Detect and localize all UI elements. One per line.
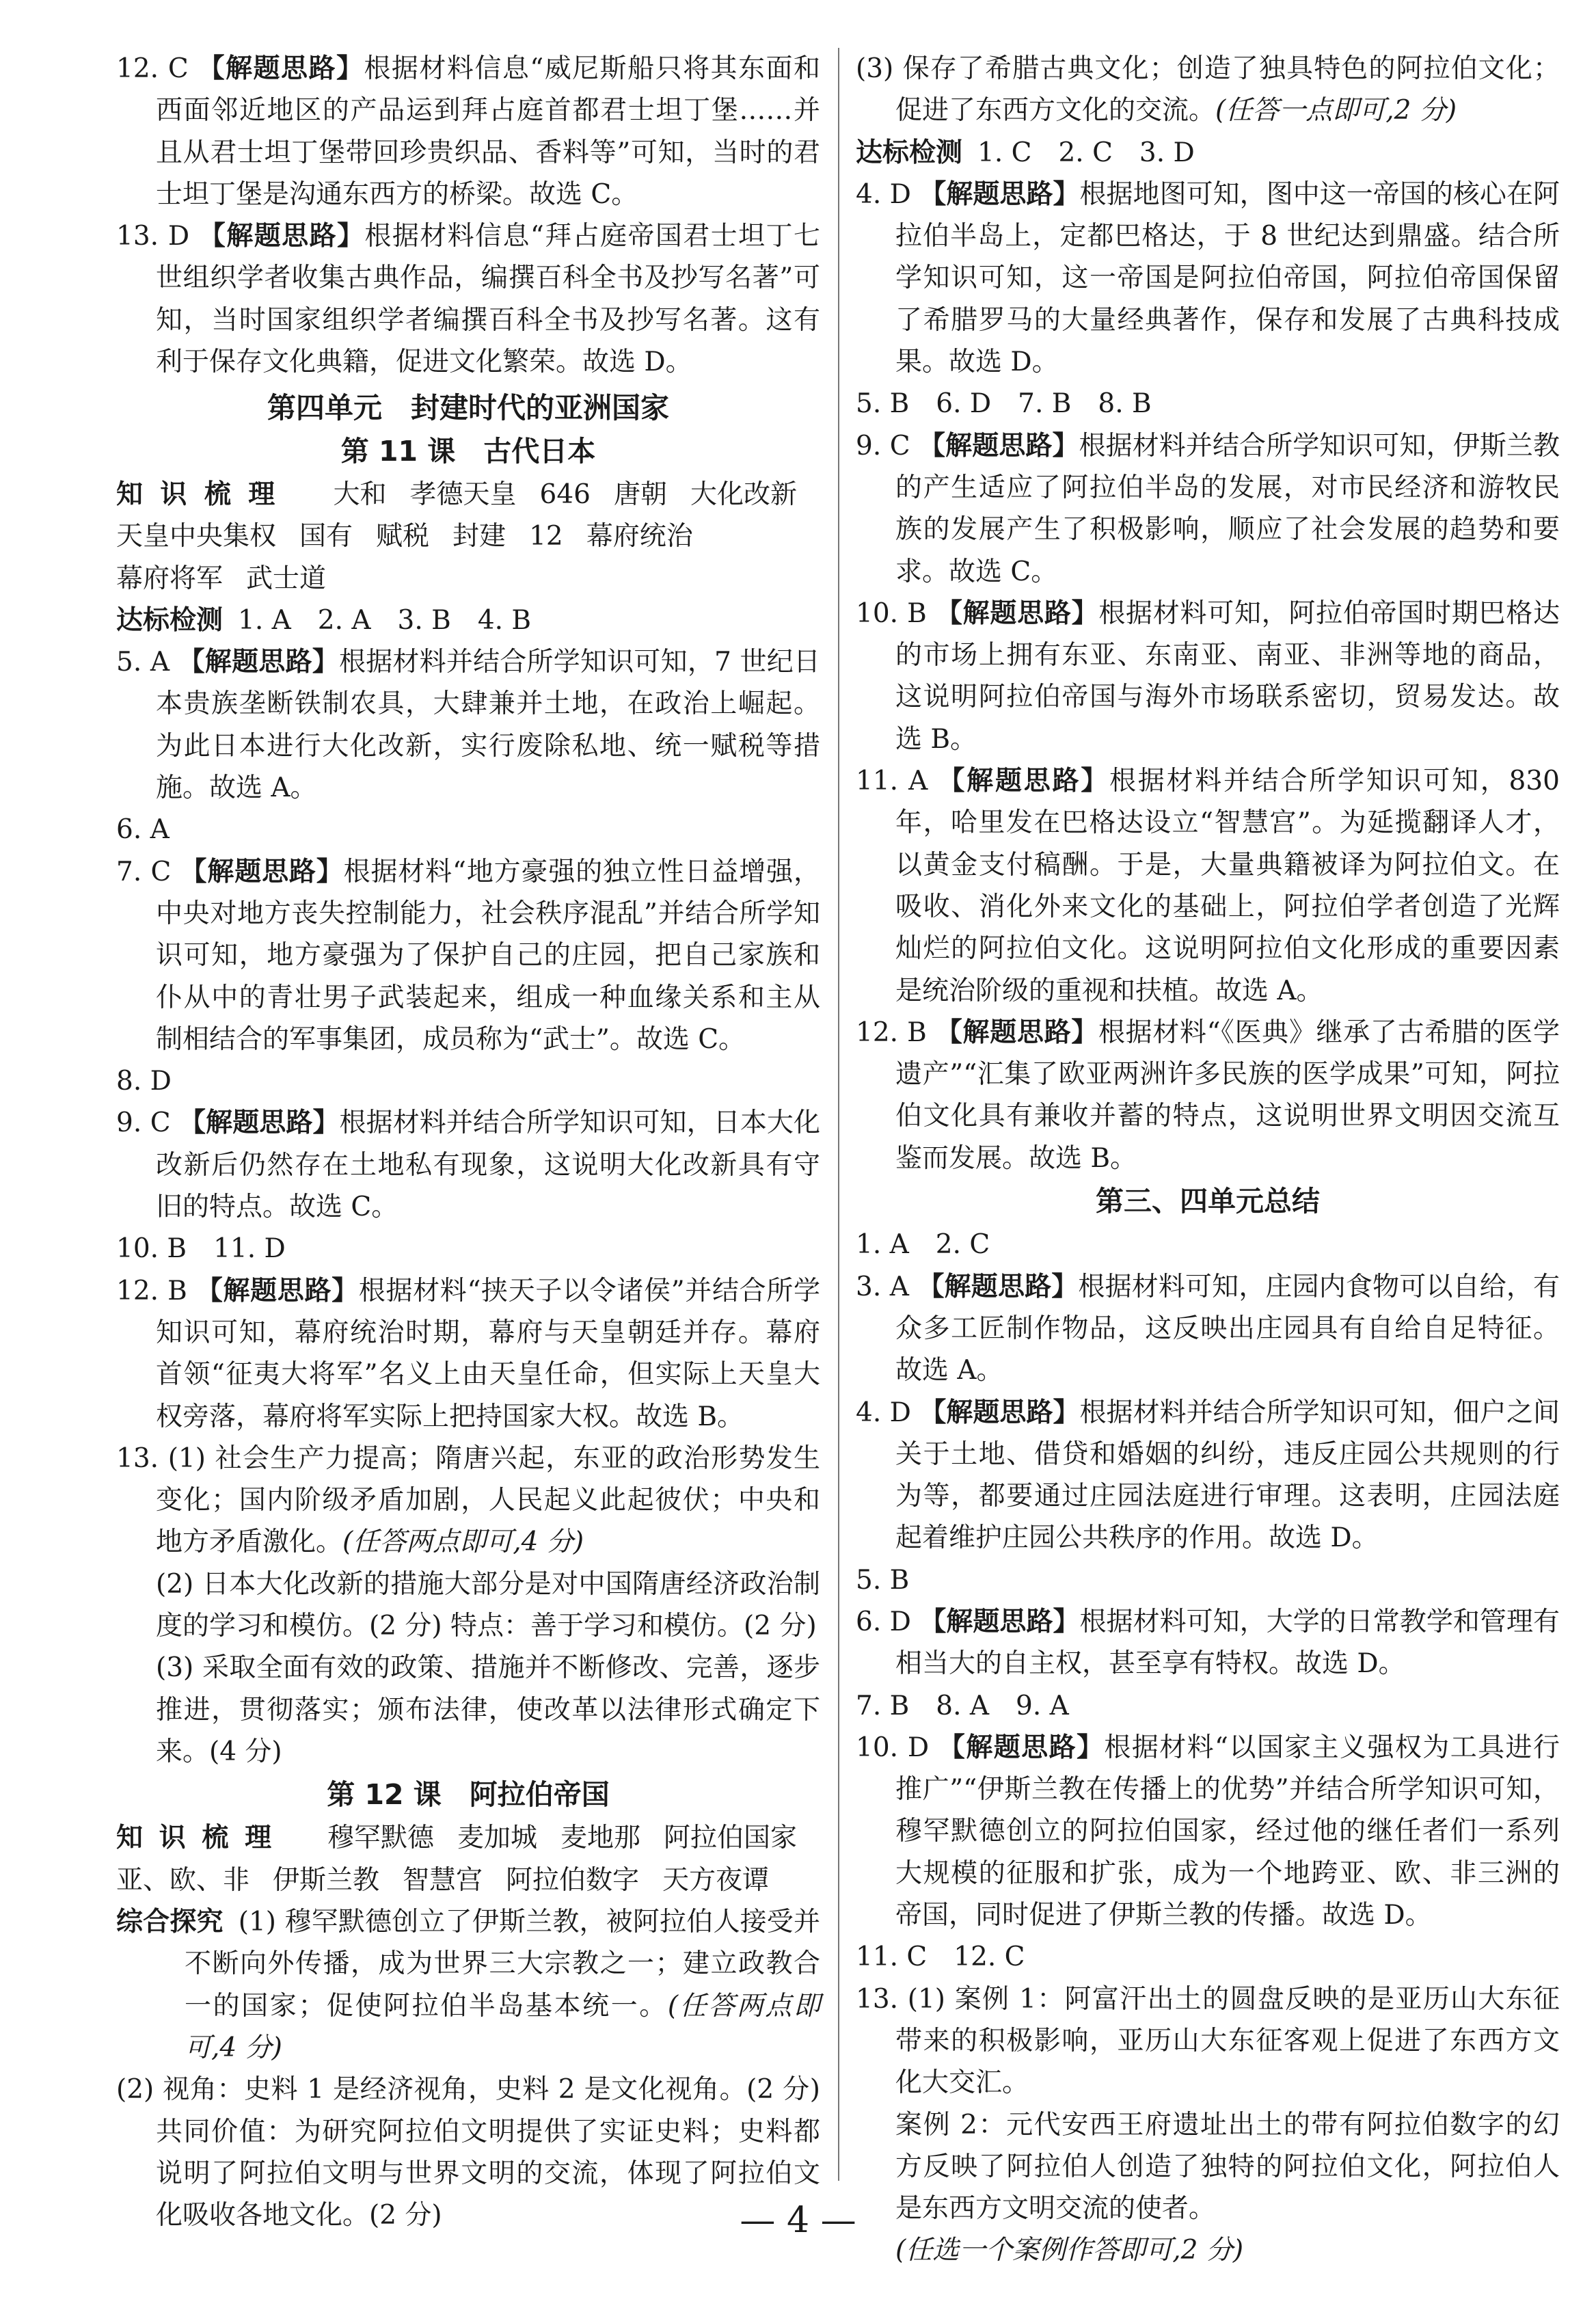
summary-answer-13-note: (任选一个案例作答即可,2 分) bbox=[895, 2235, 1244, 2266]
answer-12c: 12. C 【解题思路】根据材料信息“威尼斯船只将其东面和西面邻近地区的产品运到拜占庭首都君士坦丁堡……并且从君士坦丁堡带回珍贵织品、香料等”可知，当时的君士坦丁堡是沟通东西方的桥梁。故选 C。 bbox=[116, 53, 820, 210]
answer-13d: 13. D 【解题思路】根据材料信息“拜占庭帝国君士坦丁七世组织学者收集古典作品，编撰百科全书及抄写名著”可知，当时国家组织学者编撰百科全书及抄写名著。这有利于保存文化典籍，促进文化繁荣。故选 D。 bbox=[116, 221, 820, 378]
summary-title: 第三、四单元总结 bbox=[1096, 1185, 1320, 1218]
summary-answer-7-9: 7. B 8. A 9. A bbox=[856, 1690, 1069, 1721]
summary-answer-5: 5. B bbox=[856, 1564, 910, 1596]
l11-answer-8: 8. D bbox=[116, 1066, 172, 1097]
l12-answer-12: 12. B 【解题思路】根据材料“《医典》继承了古希腊的医学遗产”“汇集了欧亚两洲许多民族的医学成果”可知，阿拉伯文化具有兼收并蓄的特点，这说明世界文明因交流互鉴而发展。故选 B。 bbox=[856, 1017, 1560, 1174]
l11-answer-5: 5. A 【解题思路】根据材料并结合所学知识可知，7 世纪日本贵族垄断铁制农具，大肆兼并土地，在政治上崛起。为此日本进行大化改新，实行废除私地、统一赋税等措施。故选 A。 bbox=[116, 647, 820, 804]
l12-answer-4: 4. D 【解题思路】根据地图可知，图中这一帝国的核心在阿拉伯半岛上，定都巴格达，于 8 世纪达到鼎盛。结合所学知识可知，这一帝国是阿拉伯帝国，阿拉伯帝国保留了希腊罗马的大量经典著作，保存和发展了古典科技成果。故选 D。 bbox=[856, 178, 1560, 378]
summary-answer-3: 3. A 【解题思路】根据材料可知，庄园内食物可以自给，有众多工匠制作物品，这反映出庄园具有自给自足特征。故选 A。 bbox=[856, 1271, 1560, 1386]
l11-answer-13-2: (2) 日本大化改新的措施大部分是对中国隋唐经济政治制度的学习和模仿。(2 分) 特点：善于学习和模仿。(2 分) bbox=[156, 1568, 820, 1641]
summary-answer-13-case-1: 13. (1) 案例 1：阿富汗出土的圆盘反映的是亚历山大东征带来的积极影响，亚历山大东征客观上促进了东西方文化大交汇。 bbox=[856, 1983, 1560, 2099]
right-column bbox=[856, 48, 1560, 2266]
page-number: — 4 — bbox=[740, 2200, 856, 2241]
l12-answer-11: 11. A 【解题思路】根据材料并结合所学知识可知，830 年，哈里发在巴格达设立“智慧宫”。为延揽翻译人才，以黄金支付稿酬。于是，大量典籍被译为阿拉伯文。在吸收、消化外来文化的基础上，阿拉伯学者创造了光辉灿烂的阿拉伯文化。这说明阿拉伯文化形成的重要因素是统治阶级的重视和扶植。故选 A。 bbox=[856, 766, 1560, 1006]
lesson-11-title: 第 11 课 古代日本 bbox=[340, 434, 596, 468]
l12-answer-10: 10. B 【解题思路】根据材料可知，阿拉伯帝国时期巴格达的市场上拥有东亚、东南亚、南亚、非洲等地的商品，这说明阿拉伯帝国与海外市场联系密切，贸易发达。故选 B。 bbox=[856, 597, 1560, 755]
l11-answer-13-1: 13. (1) 社会生产力提高；隋唐兴起，东亚的政治形势发生变化；国内阶级矛盾加剧，人民起义此起彼伏；中央和地方矛盾激化。(任答两点即可,4 分) bbox=[116, 1442, 820, 1558]
l11-answer-12: 12. B 【解题思路】根据材料“挟天子以令诸侯”并结合所学知识可知，幕府统治时期，幕府与天皇朝廷并存。幕府首领“征夷大将军”名义上由天皇任命，但实际上天皇大权旁落，幕府将军实际上把持国家大权。故选 B。 bbox=[116, 1275, 820, 1432]
l12-answer-5-8: 5. B 6. D 7. B 8. B bbox=[856, 388, 1152, 420]
column-divider bbox=[838, 48, 839, 2181]
summary-answer-11-12: 11. C 12. C bbox=[856, 1942, 1025, 1973]
l11-answer-10-11: 10. B 11. D bbox=[116, 1233, 286, 1265]
lesson-12-inquiry-2: (2) 视角：史料 1 是经济视角，史料 2 是文化视角。(2 分) 共同价值：为研究阿拉伯文明提供了实证史料；史料都说明了阿拉伯文明与世界文明的交流，体现了阿拉伯文化吸收各地文化。(2 分) bbox=[116, 2074, 820, 2231]
lesson-12-check: 达标检测 1. C 2. C 3. D bbox=[856, 137, 1195, 168]
lesson-11-check: 达标检测 1. A 2. A 3. B 4. B bbox=[116, 604, 532, 636]
lesson-12-inquiry-1: 综合探究 (1) 穆罕默德创立了伊斯兰教，被阿拉伯人接受并不断向外传播，成为世界三大宗教之一；建立政教合一的国家；促使阿拉伯半岛基本统一。(任答两点即可,4 分) bbox=[116, 1907, 820, 2063]
l11-answer-13-3: (3) 采取全面有效的政策、措施并不断修改、完善，逐步推进，贯彻落实；颁布法律，使改革以法律形式确定下来。(4 分) bbox=[156, 1652, 820, 1767]
l11-answer-9: 9. C 【解题思路】根据材料并结合所学知识可知，日本大化改新后仍然存在土地私有现象，这说明大化改新具有守旧的特点。故选 C。 bbox=[116, 1107, 820, 1223]
unit-4-title: 第四单元 封建时代的亚洲国家 bbox=[267, 391, 669, 425]
summary-answer-4: 4. D 【解题思路】根据材料并结合所学知识可知，佃户之间关于土地、借贷和婚姻的纠纷，违反庄园公共规则的行为等，都要通过庄园法庭进行审理。这表明，庄园法庭起着维护庄园公共秩序的作用。故选 D。 bbox=[856, 1397, 1560, 1554]
summary-answer-10: 10. D 【解题思路】根据材料“以国家主义强权为工具进行推广”“伊斯兰教在传播上的优势”并结合所学知识可知，穆罕默德创立的阿拉伯国家，经过他的继任者们一系列大规模的征服和扩张，成为一个地跨亚、欧、非三洲的帝国，同时促进了伊斯兰教的传播。故选 D。 bbox=[856, 1732, 1560, 1931]
lesson-12-title: 第 12 课 阿拉伯帝国 bbox=[327, 1778, 610, 1812]
lesson-12-keywords: 知识梳理 穆罕默德 麦加城 麦地那 阿拉伯国家亚、欧、非 伊斯兰教 智慧宫 阿拉伯数字 天方夜谭 bbox=[116, 1823, 797, 1896]
l11-answer-6: 6. A bbox=[116, 814, 170, 846]
left-column bbox=[116, 48, 820, 2231]
lesson-11-keywords: 知识梳理 大和 孝德天皇 646 唐朝 大化改新天皇中央集权 国有 赋税 封建 12 幕府统治幕府将军 武士道 bbox=[116, 479, 797, 594]
l11-answer-7: 7. C 【解题思路】根据材料“地方豪强的独立性日益增强，中央对地方丧失控制能力，社会秩序混乱”并结合所学知识可知，地方豪强为了保护自己的庄园，把自己家族和仆从中的青壮男子武装起来，组成一种血缘关系和主从制相结合的军事集团，成员称为“武士”。故选 C。 bbox=[116, 856, 820, 1055]
summary-answer-6: 6. D 【解题思路】根据材料可知，大学的日常教学和管理有相当大的自主权，甚至享有特权。故选 D。 bbox=[856, 1606, 1560, 1680]
summary-answer-1-2: 1. A 2. C bbox=[856, 1229, 990, 1261]
summary-answer-13-case-2: 案例 2：元代安西王府遗址出土的带有阿拉伯数字的幻方反映了阿拉伯人创造了独特的阿拉伯文化，阿拉伯人是东西方文明交流的使者。 bbox=[895, 2109, 1560, 2225]
lesson-12-inquiry-3: (3) 保存了希腊古典文化；创造了独具特色的阿拉伯文化；促进了东西方文化的交流。(任答一点即可,2 分) bbox=[856, 53, 1560, 126]
l12-answer-9: 9. C 【解题思路】根据材料并结合所学知识可知，伊斯兰教的产生适应了阿拉伯半岛的发展，对市民经济和游牧民族的发展产生了积极影响，顺应了社会发展的趋势和要求。故选 C。 bbox=[856, 430, 1560, 587]
